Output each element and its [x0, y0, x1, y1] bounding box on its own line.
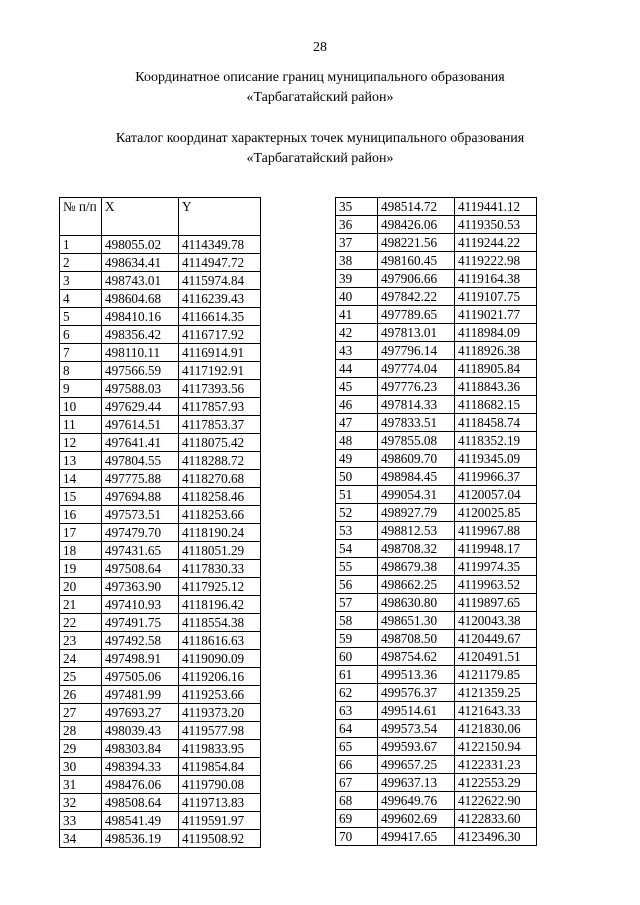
x-coordinate: 497491.75 [102, 614, 179, 632]
x-coordinate: 498476.06 [102, 776, 179, 794]
table-row [336, 774, 537, 792]
document-title-line: «Тарбагатайский район» [246, 90, 394, 105]
x-coordinate: 498609.70 [378, 450, 455, 468]
x-coordinate: 497481.99 [102, 686, 179, 704]
table-row [60, 758, 261, 776]
y-coordinate: 4122553.29 [455, 774, 537, 792]
x-coordinate: 498708.32 [378, 540, 455, 558]
x-coordinate: 499513.36 [378, 666, 455, 684]
point-number: 29 [60, 740, 102, 758]
point-number: 70 [336, 828, 378, 846]
y-coordinate: 4118984.09 [455, 324, 537, 342]
y-coordinate: 4119222.98 [455, 252, 537, 270]
point-number: 37 [336, 234, 378, 252]
point-number: 42 [336, 324, 378, 342]
x-coordinate: 498634.41 [102, 254, 179, 272]
table-row [60, 290, 261, 308]
y-coordinate: 4119206.16 [179, 668, 261, 686]
y-coordinate: 4117393.56 [179, 380, 261, 398]
y-coordinate: 4119164.38 [455, 270, 537, 288]
point-number: 5 [60, 308, 102, 326]
point-number: 41 [336, 306, 378, 324]
x-coordinate: 497796.14 [378, 342, 455, 360]
point-number: 48 [336, 432, 378, 450]
x-coordinate: 497566.59 [102, 362, 179, 380]
point-number: 27 [60, 704, 102, 722]
x-coordinate: 498984.45 [378, 468, 455, 486]
y-coordinate: 4118051.29 [179, 542, 261, 560]
table-row [60, 506, 261, 524]
x-coordinate: 498426.06 [378, 216, 455, 234]
catalog-title [0, 129, 640, 169]
y-coordinate: 4119967.88 [455, 522, 537, 540]
table-row [60, 362, 261, 380]
table-row [60, 380, 261, 398]
point-number: 32 [60, 794, 102, 812]
table-row [336, 540, 537, 558]
y-coordinate: 4117853.37 [179, 416, 261, 434]
y-coordinate: 4118905.84 [455, 360, 537, 378]
y-coordinate: 4118270.68 [179, 470, 261, 488]
table-row [60, 560, 261, 578]
y-coordinate: 4119897.65 [455, 594, 537, 612]
point-number: 47 [336, 414, 378, 432]
y-coordinate: 4119577.98 [179, 722, 261, 740]
point-number: 3 [60, 272, 102, 290]
table-row [336, 306, 537, 324]
y-coordinate: 4117857.93 [179, 398, 261, 416]
x-coordinate: 499514.61 [378, 702, 455, 720]
y-coordinate: 4119854.84 [179, 758, 261, 776]
x-coordinate: 498303.84 [102, 740, 179, 758]
point-number: 8 [60, 362, 102, 380]
point-number: 38 [336, 252, 378, 270]
table-header-row [60, 198, 261, 236]
point-number: 69 [336, 810, 378, 828]
coordinates-table-right [335, 197, 537, 846]
point-number: 57 [336, 594, 378, 612]
x-coordinate: 497804.55 [102, 452, 179, 470]
x-coordinate: 498651.30 [378, 612, 455, 630]
point-number: 4 [60, 290, 102, 308]
table-row [60, 308, 261, 326]
table-row [336, 432, 537, 450]
table-row [60, 794, 261, 812]
y-coordinate: 4119345.09 [455, 450, 537, 468]
point-number: 28 [60, 722, 102, 740]
point-number: 67 [336, 774, 378, 792]
y-coordinate: 4122150.94 [455, 738, 537, 756]
point-number: 39 [336, 270, 378, 288]
table-row [336, 324, 537, 342]
point-number: 59 [336, 630, 378, 648]
x-coordinate: 497588.03 [102, 380, 179, 398]
table-row [60, 452, 261, 470]
table-row [336, 414, 537, 432]
point-number: 64 [336, 720, 378, 738]
point-number: 25 [60, 668, 102, 686]
x-coordinate: 498630.80 [378, 594, 455, 612]
x-coordinate: 498927.79 [378, 504, 455, 522]
table-row [60, 398, 261, 416]
table-row [336, 684, 537, 702]
x-coordinate: 497693.27 [102, 704, 179, 722]
point-number: 35 [336, 198, 378, 216]
table-row [60, 524, 261, 542]
table-row [336, 396, 537, 414]
x-coordinate: 497641.41 [102, 434, 179, 452]
y-coordinate: 4121830.06 [455, 720, 537, 738]
y-coordinate: 4119107.75 [455, 288, 537, 306]
point-number: 60 [336, 648, 378, 666]
point-number: 30 [60, 758, 102, 776]
x-coordinate: 497614.51 [102, 416, 179, 434]
catalog-title-line: «Тарбагатайский район» [246, 151, 394, 166]
y-coordinate: 4119350.53 [455, 216, 537, 234]
x-coordinate: 497906.66 [378, 270, 455, 288]
y-coordinate: 4116717.92 [179, 326, 261, 344]
x-coordinate: 499649.76 [378, 792, 455, 810]
table-row [60, 704, 261, 722]
x-coordinate: 498356.42 [102, 326, 179, 344]
y-coordinate: 4119974.35 [455, 558, 537, 576]
table-row [336, 468, 537, 486]
table-row [60, 614, 261, 632]
table-row [336, 738, 537, 756]
table-row [336, 234, 537, 252]
x-coordinate: 499637.13 [378, 774, 455, 792]
point-number: 55 [336, 558, 378, 576]
y-coordinate: 4120043.38 [455, 612, 537, 630]
point-number: 6 [60, 326, 102, 344]
point-number: 52 [336, 504, 378, 522]
table-row [336, 450, 537, 468]
table-row [60, 254, 261, 272]
point-number: 1 [60, 236, 102, 254]
x-coordinate: 497774.04 [378, 360, 455, 378]
y-coordinate: 4120057.04 [455, 486, 537, 504]
table-row [336, 828, 537, 846]
point-number: 23 [60, 632, 102, 650]
x-coordinate: 498110.11 [102, 344, 179, 362]
y-coordinate: 4118352.19 [455, 432, 537, 450]
table-row [60, 344, 261, 362]
x-coordinate: 497492.58 [102, 632, 179, 650]
y-coordinate: 4119591.97 [179, 812, 261, 830]
table-row [336, 378, 537, 396]
x-coordinate: 497813.01 [378, 324, 455, 342]
x-coordinate: 498708.50 [378, 630, 455, 648]
x-coordinate: 497775.88 [102, 470, 179, 488]
point-number: 14 [60, 470, 102, 488]
y-coordinate: 4119373.20 [179, 704, 261, 722]
y-coordinate: 4118288.72 [179, 452, 261, 470]
y-coordinate: 4121179.85 [455, 666, 537, 684]
table-row [336, 252, 537, 270]
y-coordinate: 4119441.12 [455, 198, 537, 216]
point-number: 53 [336, 522, 378, 540]
point-number: 51 [336, 486, 378, 504]
table-row [60, 470, 261, 488]
x-coordinate: 497410.93 [102, 596, 179, 614]
x-coordinate: 499593.67 [378, 738, 455, 756]
table-row [60, 578, 261, 596]
point-number: 24 [60, 650, 102, 668]
coordinates-table-left [59, 197, 261, 848]
table-row [60, 722, 261, 740]
x-coordinate: 497431.65 [102, 542, 179, 560]
point-number: 21 [60, 596, 102, 614]
table-row [336, 594, 537, 612]
y-coordinate: 4118682.15 [455, 396, 537, 414]
y-coordinate: 4118458.74 [455, 414, 537, 432]
table-row [60, 632, 261, 650]
x-coordinate: 498514.72 [378, 198, 455, 216]
x-coordinate: 499573.54 [378, 720, 455, 738]
x-coordinate: 497498.91 [102, 650, 179, 668]
y-coordinate: 4119963.52 [455, 576, 537, 594]
point-number: 49 [336, 450, 378, 468]
table-row [336, 648, 537, 666]
point-number: 9 [60, 380, 102, 398]
point-number: 66 [336, 756, 378, 774]
point-number: 26 [60, 686, 102, 704]
header-number: № п/п [60, 198, 102, 236]
point-number: 12 [60, 434, 102, 452]
point-number: 65 [336, 738, 378, 756]
point-number: 13 [60, 452, 102, 470]
y-coordinate: 4117925.12 [179, 578, 261, 596]
x-coordinate: 497629.44 [102, 398, 179, 416]
point-number: 44 [336, 360, 378, 378]
point-number: 33 [60, 812, 102, 830]
x-coordinate: 497855.08 [378, 432, 455, 450]
x-coordinate: 498160.45 [378, 252, 455, 270]
point-number: 68 [336, 792, 378, 810]
x-coordinate: 497842.22 [378, 288, 455, 306]
table-row [60, 542, 261, 560]
table-row [336, 792, 537, 810]
x-coordinate: 497833.51 [378, 414, 455, 432]
point-number: 54 [336, 540, 378, 558]
point-number: 63 [336, 702, 378, 720]
point-number: 43 [336, 342, 378, 360]
point-number: 40 [336, 288, 378, 306]
point-number: 61 [336, 666, 378, 684]
y-coordinate: 4122622.90 [455, 792, 537, 810]
x-coordinate: 498743.01 [102, 272, 179, 290]
x-coordinate: 498410.16 [102, 308, 179, 326]
table-row [336, 342, 537, 360]
table-row [336, 504, 537, 522]
y-coordinate: 4118253.66 [179, 506, 261, 524]
table-row [336, 270, 537, 288]
x-coordinate: 498679.38 [378, 558, 455, 576]
table-row [60, 812, 261, 830]
y-coordinate: 4118554.38 [179, 614, 261, 632]
point-number: 20 [60, 578, 102, 596]
y-coordinate: 4119790.08 [179, 776, 261, 794]
y-coordinate: 4116914.91 [179, 344, 261, 362]
x-coordinate: 498662.25 [378, 576, 455, 594]
point-number: 56 [336, 576, 378, 594]
y-coordinate: 4116239.43 [179, 290, 261, 308]
table-row [60, 650, 261, 668]
point-number: 36 [336, 216, 378, 234]
table-row [336, 612, 537, 630]
table-row [336, 360, 537, 378]
y-coordinate: 4122833.60 [455, 810, 537, 828]
table-row [60, 740, 261, 758]
y-coordinate: 4119966.37 [455, 468, 537, 486]
y-coordinate: 4119244.22 [455, 234, 537, 252]
point-number: 7 [60, 344, 102, 362]
table-row [60, 326, 261, 344]
table-row [60, 686, 261, 704]
x-coordinate: 497479.70 [102, 524, 179, 542]
x-coordinate: 498541.49 [102, 812, 179, 830]
y-coordinate: 4118190.24 [179, 524, 261, 542]
y-coordinate: 4118926.38 [455, 342, 537, 360]
document-title [0, 68, 640, 108]
x-coordinate: 497508.64 [102, 560, 179, 578]
y-coordinate: 4122331.23 [455, 756, 537, 774]
x-coordinate: 498039.43 [102, 722, 179, 740]
point-number: 19 [60, 560, 102, 578]
point-number: 22 [60, 614, 102, 632]
point-number: 18 [60, 542, 102, 560]
point-number: 45 [336, 378, 378, 396]
y-coordinate: 4119090.09 [179, 650, 261, 668]
y-coordinate: 4120449.67 [455, 630, 537, 648]
table-row [336, 216, 537, 234]
x-coordinate: 499657.25 [378, 756, 455, 774]
x-coordinate: 497505.06 [102, 668, 179, 686]
document-title-line: Координатное описание границ муниципального образования [135, 70, 505, 85]
x-coordinate: 498536.19 [102, 830, 179, 848]
table-row [336, 720, 537, 738]
point-number: 11 [60, 416, 102, 434]
point-number: 58 [336, 612, 378, 630]
y-coordinate: 4118258.46 [179, 488, 261, 506]
table-row [60, 272, 261, 290]
y-coordinate: 4118616.63 [179, 632, 261, 650]
x-coordinate: 499576.37 [378, 684, 455, 702]
table-row [336, 288, 537, 306]
point-number: 46 [336, 396, 378, 414]
header-y: Y [179, 198, 261, 236]
point-number: 15 [60, 488, 102, 506]
y-coordinate: 4120025.85 [455, 504, 537, 522]
x-coordinate: 497789.65 [378, 306, 455, 324]
point-number: 16 [60, 506, 102, 524]
x-coordinate: 497814.33 [378, 396, 455, 414]
y-coordinate: 4123496.30 [455, 828, 537, 846]
y-coordinate: 4119508.92 [179, 830, 261, 848]
table-row [336, 558, 537, 576]
table-row [336, 630, 537, 648]
table-row [336, 666, 537, 684]
x-coordinate: 498221.56 [378, 234, 455, 252]
y-coordinate: 4119713.83 [179, 794, 261, 812]
table-row [60, 596, 261, 614]
table-row [336, 756, 537, 774]
y-coordinate: 4119833.95 [179, 740, 261, 758]
x-coordinate: 497776.23 [378, 378, 455, 396]
y-coordinate: 4119021.77 [455, 306, 537, 324]
x-coordinate: 497573.51 [102, 506, 179, 524]
x-coordinate: 498394.33 [102, 758, 179, 776]
point-number: 31 [60, 776, 102, 794]
table-row [336, 702, 537, 720]
table-row [336, 198, 537, 216]
point-number: 10 [60, 398, 102, 416]
table-row [60, 236, 261, 254]
header-x: X [102, 198, 179, 236]
page-number: 28 [313, 40, 327, 55]
y-coordinate: 4118075.42 [179, 434, 261, 452]
point-number: 2 [60, 254, 102, 272]
y-coordinate: 4114947.72 [179, 254, 261, 272]
catalog-title-line: Каталог координат характерных точек муниципального образования [115, 131, 525, 146]
x-coordinate: 498812.53 [378, 522, 455, 540]
point-number: 34 [60, 830, 102, 848]
x-coordinate: 499602.69 [378, 810, 455, 828]
table-row [60, 668, 261, 686]
y-coordinate: 4121359.25 [455, 684, 537, 702]
table-row [60, 434, 261, 452]
y-coordinate: 4120491.51 [455, 648, 537, 666]
table-row [336, 576, 537, 594]
y-coordinate: 4119948.17 [455, 540, 537, 558]
table-row [60, 830, 261, 848]
point-number: 17 [60, 524, 102, 542]
table-row [60, 416, 261, 434]
x-coordinate: 499417.65 [378, 828, 455, 846]
x-coordinate: 498754.62 [378, 648, 455, 666]
y-coordinate: 4114349.78 [179, 236, 261, 254]
x-coordinate: 498604.68 [102, 290, 179, 308]
x-coordinate: 497363.90 [102, 578, 179, 596]
y-coordinate: 4119253.66 [179, 686, 261, 704]
y-coordinate: 4117830.33 [179, 560, 261, 578]
y-coordinate: 4121643.33 [455, 702, 537, 720]
y-coordinate: 4116614.35 [179, 308, 261, 326]
x-coordinate: 498055.02 [102, 236, 179, 254]
table-row [336, 522, 537, 540]
y-coordinate: 4118843.36 [455, 378, 537, 396]
x-coordinate: 498508.64 [102, 794, 179, 812]
table-row [336, 810, 537, 828]
point-number: 62 [336, 684, 378, 702]
x-coordinate: 499054.31 [378, 486, 455, 504]
point-number: 50 [336, 468, 378, 486]
table-row [60, 776, 261, 794]
y-coordinate: 4115974.84 [179, 272, 261, 290]
table-row [60, 488, 261, 506]
x-coordinate: 497694.88 [102, 488, 179, 506]
y-coordinate: 4117192.91 [179, 362, 261, 380]
y-coordinate: 4118196.42 [179, 596, 261, 614]
table-row [336, 486, 537, 504]
